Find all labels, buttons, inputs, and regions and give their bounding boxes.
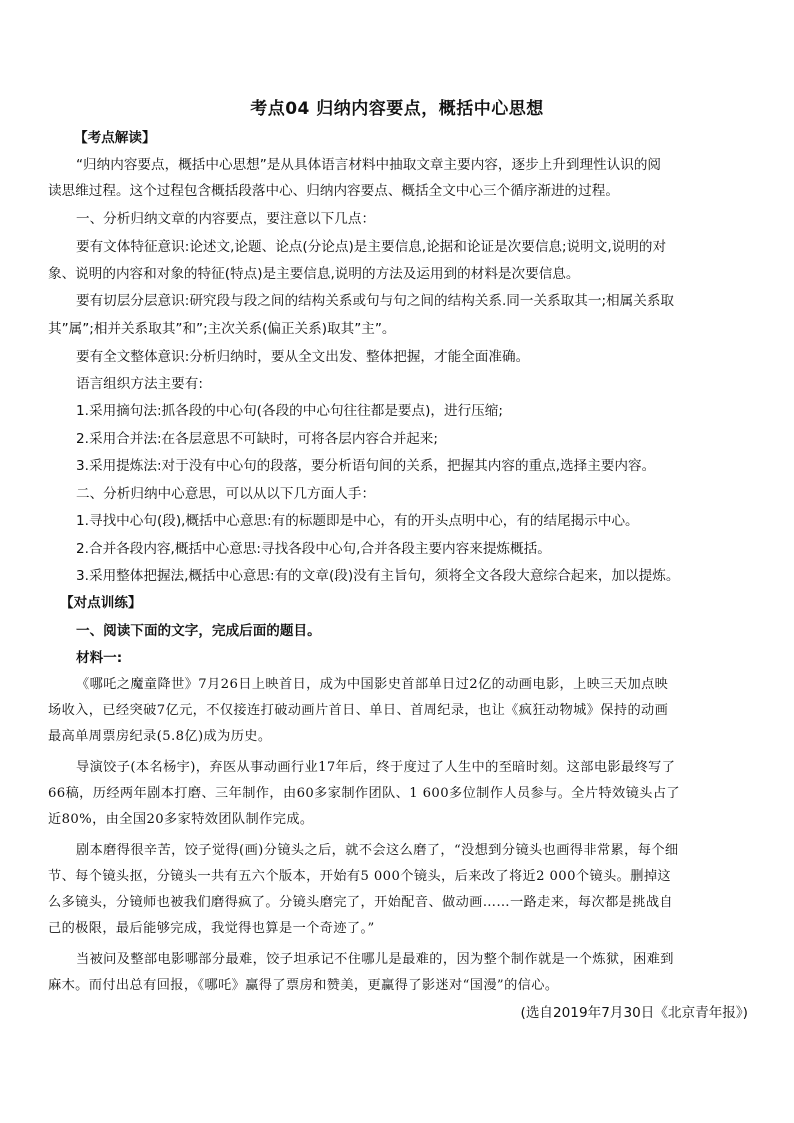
- material-line: 最高单周票房纪录(5.8亿)成为历史。: [48, 729, 272, 744]
- paragraph-line: 要有文体特征意识:论述文,论题、论点(分论点)是主要信息,论据和论证是次要信息;说明文,说明的对: [76, 239, 667, 255]
- material-line: 己的极限，最后能够完成，我觉得也算是一个奇迹了。”: [48, 921, 375, 936]
- material-line: 剧本磨得很辛苦，饺子觉得(画)分镜头之后，就不会这么磨了，“没想到分镜头也画得非常累，每个细: [76, 843, 679, 858]
- paragraph-line: 2.合并各段内容,概括中心意思:寻找各段中心句,合并各段主要内容来提炼概括。: [76, 541, 551, 557]
- paragraph-line: 其”属”;相并关系取其”和”;主次关系(偏正关系)取其”主”。: [48, 321, 396, 337]
- paragraph-line: 1.寻找中心句(段),概括中心意思:有的标题即是中心，有的开头点明中心，有的结尾揭示中心。: [76, 513, 639, 529]
- material-line: 当被问及整部电影哪部分最难，饺子坦承记不住哪儿是最难的，因为整个制作就是一个炼狱，困难到: [76, 952, 674, 967]
- paragraph-line: 二、分析归纳中心意思，可以从以下几方面人手：: [76, 486, 376, 502]
- material-line: 场收入，已经突破7亿元，不仅接连打破动画片首日、单日、首周纪录，也让《疯狂动物城》保持的动画: [48, 703, 669, 718]
- paragraph-line: 语言组织方法主要有:: [76, 376, 203, 392]
- page-title: 考点04 归纳内容要点，概括中心思想: [250, 99, 544, 119]
- material-line: 节、每个镜头抠，分镜头一共有五六个版本，开始有5 000个镜头，后来改了将近2 000个镜头。删掉这: [48, 869, 672, 884]
- source-citation: (选自2019年7月30日《北京青年报》): [520, 1005, 748, 1021]
- paragraph-line: 一、分析归纳文章的内容要点，要注意以下几点：: [76, 211, 376, 227]
- material-line: 么多镜头，分镜师也被我们磨得疯了。分镜头磨完了，开始配音、做动画……一路走来，每次都是挑战自: [48, 895, 674, 910]
- material-line: 麻木。而付出总有回报，《哪吒》赢得了票房和赞美，更赢得了影迷对“国漫”的信心。: [48, 978, 559, 993]
- section-heading-kaodian-jiedu: 【考点解读】: [74, 130, 156, 146]
- paragraph-line: 要有全文整体意识:分析归纳时，要从全文出发、整体把握，才能全面准确。: [76, 349, 530, 365]
- paragraph-line: “归纳内容要点，概括中心思想”是从具体语言材料中抽取文章主要内容，逐步上升到理性认识的阅: [76, 157, 662, 173]
- question-instruction: 一、阅读下面的文字，完成后面的题目。: [76, 623, 321, 639]
- material-line: 导演饺子(本名杨宇)，弃医从事动画行业17年后，终于度过了人生中的至暗时刻。这部电影最终写了: [76, 760, 676, 775]
- paragraph-line: 读思维过程。这个过程包含概括段落中心、归纳内容要点、概括全文中心三个循序渐进的过程。: [48, 183, 619, 199]
- material-label: 材料一:: [76, 650, 123, 666]
- paragraph-line: 3.采用整体把握法,概括中心意思:有的文章(段)没有主旨句，须将全文各段大意综合起来，加以提炼。: [76, 568, 680, 584]
- section-heading-duidian-xunlian: 【对点训练】: [60, 595, 142, 611]
- paragraph-line: 象、说明的内容和对象的特征(特点)是主要信息,说明的方法及运用到的材料是次要信息。: [48, 266, 580, 282]
- paragraph-line: 2.采用合并法:在各层意思不可缺时，可将各层内容合并起来;: [76, 431, 438, 447]
- paragraph-line: 3.采用提炼法:对于没有中心句的段落，要分析语句间的关系，把握其内容的重点,选择主要内容。: [76, 458, 656, 474]
- paragraph-line: 1.采用摘句法:抓各段的中心句(各段的中心句往往都是要点)，进行压缩;: [76, 403, 503, 419]
- material-line: 《哪吒之魔童降世》7月26日上映首日，成为中国影史首部单日过2亿的动画电影，上映三天加点映: [76, 677, 669, 692]
- material-line: 66稿，历经两年剧本打磨、三年制作，由60多家制作团队、1 600多位制作人员参与。全片特效镜头占了: [48, 786, 680, 801]
- material-line: 近80%，由全国20多家特效团队制作完成。: [48, 812, 314, 827]
- paragraph-line: 要有切层分层意识:研究段与段之间的结构关系或句与句之间的结构关系.同一关系取其一;相属关系取: [76, 293, 675, 309]
